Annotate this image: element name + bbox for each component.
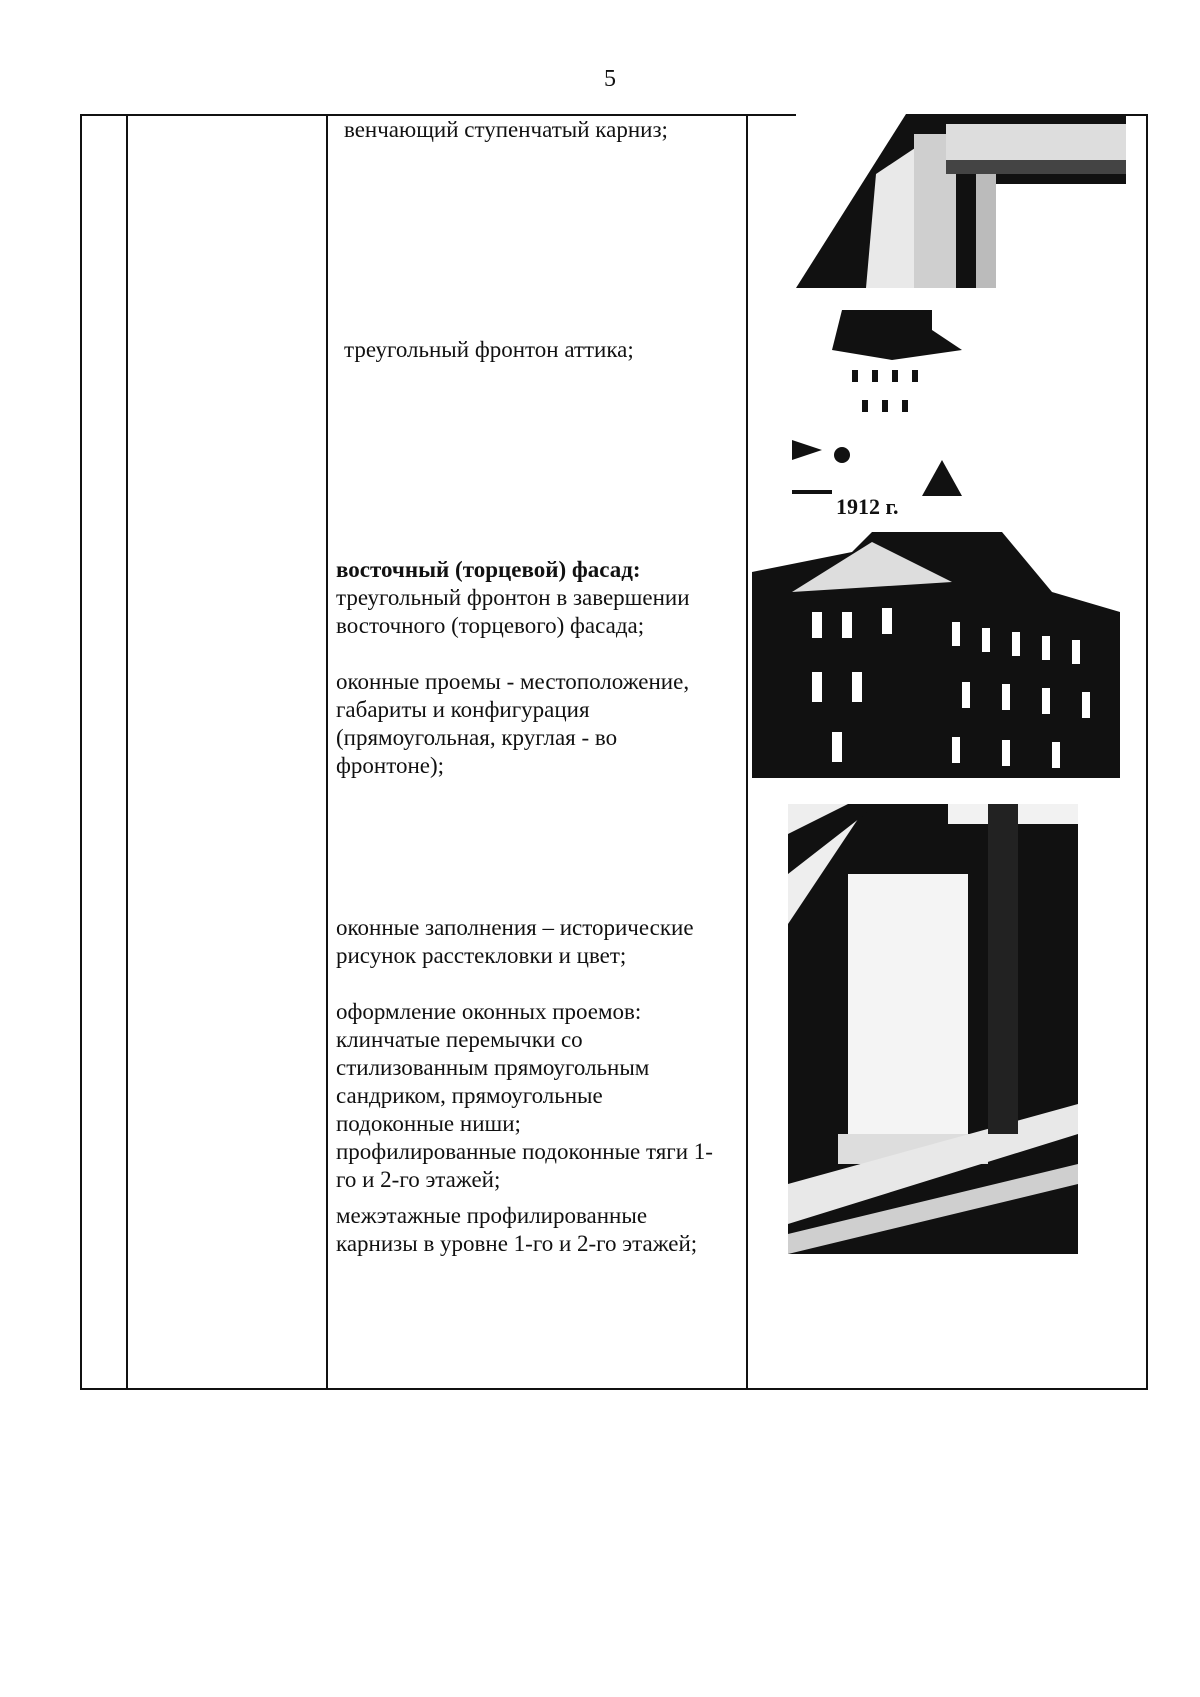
item-attic-pediment: треугольный фронтон аттика;: [344, 337, 634, 362]
east-facade-photo: [752, 532, 1120, 778]
table-col-border-2: [126, 114, 128, 1390]
item-east-pediment: треугольный фронтон в завершении восточного (торцевого) фасада;: [336, 585, 690, 638]
section-heading-east-facade: [336, 556, 746, 584]
photo-caption-year: 1912 г.: [836, 494, 899, 519]
attic-pediment-photo: [792, 310, 962, 496]
table-col-border-4: [746, 114, 748, 1390]
window-detail-photo: [788, 804, 1078, 1254]
item-window-decoration: оформление оконных проемов: клинчатые перемычки со стилизованным прямоугольным сандриком, прямоугольные подоконные ниши; профилированные подоконные тяги 1- го и 2-го этажей;: [336, 999, 713, 1192]
table-col-border-5: [1146, 114, 1148, 1390]
page-number: 5: [604, 66, 616, 92]
item-window-openings: оконные проемы - местоположение, габариты и конфигурация (прямоугольная, круглая - во фронтоне);: [336, 669, 690, 778]
table-col-border-1: [80, 114, 82, 1390]
table-col-border-3: [326, 114, 328, 1390]
item-window-fillings: оконные заполнения – исторические рисунок расстекловки и цвет;: [336, 915, 694, 968]
item-interfloor-cornices: межэтажные профилированные карнизы в уровне 1-го и 2-го этажей;: [336, 1203, 698, 1256]
protected-elements-table: [80, 114, 1148, 1390]
table-bottom-border: [80, 1388, 1148, 1390]
stepped-cornice-photo: [796, 114, 1126, 288]
item-stepped-cornice: венчающий ступенчатый карниз;: [344, 117, 668, 142]
section-heading-text: восточный (торцевой) фасад:: [336, 557, 641, 582]
